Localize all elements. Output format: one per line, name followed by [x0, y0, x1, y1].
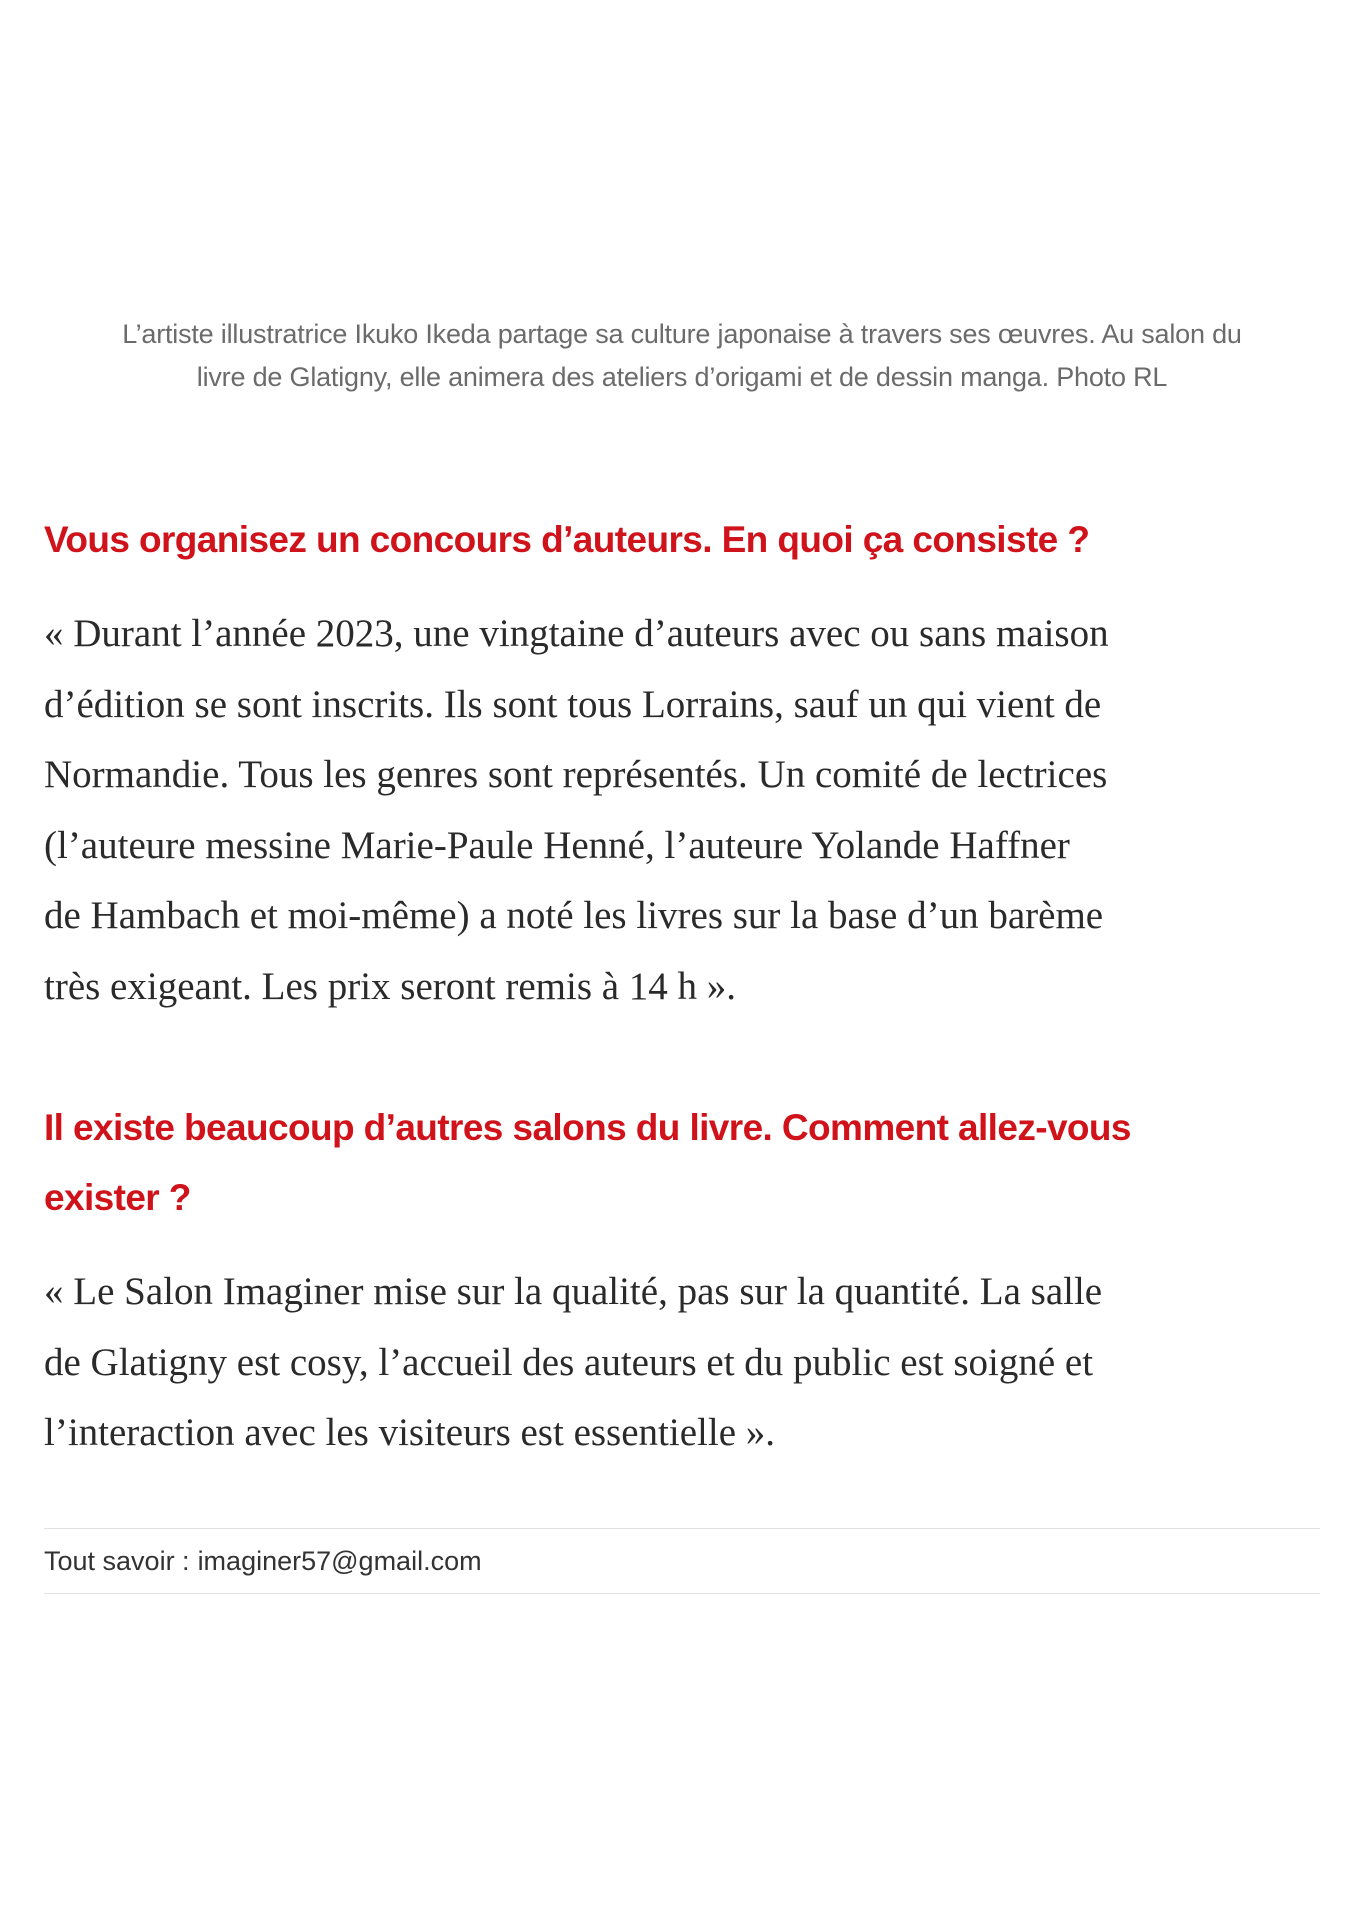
answer-line: de Glatigny est cosy, l’accueil des auteurs et du public est soigné et: [44, 1340, 1094, 1384]
info-box: [44, 1528, 1320, 1594]
question-line: Vous organisez un concours d’auteurs. En quoi ça consiste ?: [44, 519, 1090, 560]
answer-line: très exigeant. Les prix seront remis à 14 h ».: [44, 964, 737, 1008]
photo-caption-line: L’artiste illustratrice Ikuko Ikeda partage sa culture japonaise à travers ses œuvres. Au salon du: [122, 319, 1242, 349]
info-label: Tout savoir :: [44, 1545, 190, 1576]
contact-email-link[interactable]: imaginer57@gmail.com: [197, 1545, 482, 1576]
answer-line: de Hambach et moi-même) a noté les livres sur la base d’un barème: [44, 894, 1104, 937]
question-line: exister ?: [44, 1177, 191, 1218]
answer-line: « Le Salon Imaginer mise sur la qualité, pas sur la quantité. La salle: [44, 1270, 1103, 1313]
answer-line: « Durant l’année 2023, une vingtaine d’auteurs avec ou sans maison: [44, 612, 1109, 655]
question-line: Il existe beaucoup d’autres salons du livre. Comment allez-vous: [44, 1107, 1131, 1148]
interview-answer: [44, 599, 1320, 1022]
answer-line: Normandie. Tous les genres sont représentés. Un comité de lectrices: [44, 753, 1108, 796]
interview-question: [44, 1093, 1320, 1233]
interview-question: [44, 505, 1320, 575]
answer-line: (l’auteure messine Marie-Paule Henné, l’auteure Yolande Haffner: [44, 823, 1070, 867]
answer-line: d’édition se sont inscrits. Ils sont tous Lorrains, sauf un qui vient de: [44, 682, 1102, 726]
interview-answer: [44, 1257, 1320, 1469]
answer-line: l’interaction avec les visiteurs est essentielle ».: [44, 1411, 776, 1454]
photo-caption: [44, 313, 1320, 399]
photo-caption-line: livre de Glatigny, elle animera des ateliers d’origami et de dessin manga. Photo RL: [196, 362, 1168, 392]
